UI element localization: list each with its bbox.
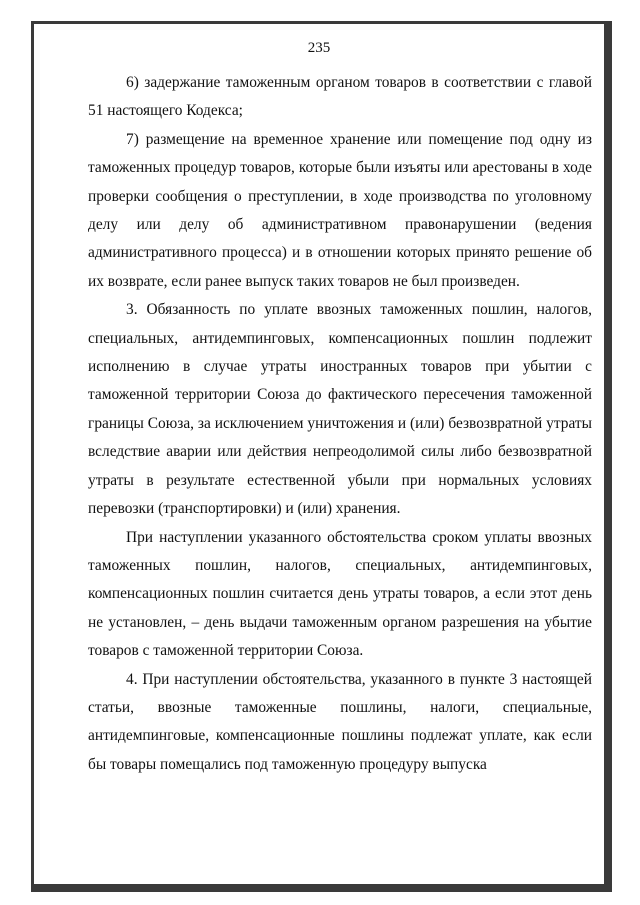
page-frame <box>31 21 612 892</box>
paragraph-payment-term: При наступлении указанного обстоятельства сроком уплаты ввозных таможенных пошлин, налогов, специальных, антидемпинговых, компенсационных пошлин считается день утраты товаров, а если этот день не установлен, – день выдачи таможенным органом разрешения на убытие товаров с таможенной территории Союза. <box>88 528 592 660</box>
document-body <box>88 69 592 779</box>
paragraph-item-6: 6) задержание таможенным органом товаров в соответствии с главой 51 настоящего Кодекса; <box>88 74 592 120</box>
paragraph-item-7: 7) размещение на временное хранение или помещение под одну из таможенных процедур товаров, которые были изъяты или арестованы в ходе проверки сообщения о преступлении, в ходе производства по уголовному делу или делу об административном правонарушении (ведения административного процесса) и в отношении которых принято решение об их возврате, если ранее выпуск таких товаров не был произведен. <box>88 130 592 290</box>
paragraph-point-4: 4. При наступлении обстоятельства, указанного в пункте 3 настоящей статьи, ввозные таможенные пошлины, налоги, специальные, антидемпинговые, компенсационные пошлины подлежат уплате, как если бы товары помещались под таможенную процедуру выпуска <box>88 670 592 773</box>
paragraph-point-3: 3. Обязанность по уплате ввозных таможенных пошлин, налогов, специальных, антидемпинговых, компенсационных пошлин подлежит исполнению в случае утраты иностранных товаров при убытии с таможенной территории Союза до фактического пересечения таможенной границы Союза, за исключением уничтожения и (или) безвозвратной утраты вследствие аварии или действия непреодолимой силы либо безвозвратной утраты в результате естественной убыли при нормальных условиях перевозки (транспортировки) и (или) хранения. <box>88 301 592 518</box>
page-number: 235 <box>307 40 331 56</box>
